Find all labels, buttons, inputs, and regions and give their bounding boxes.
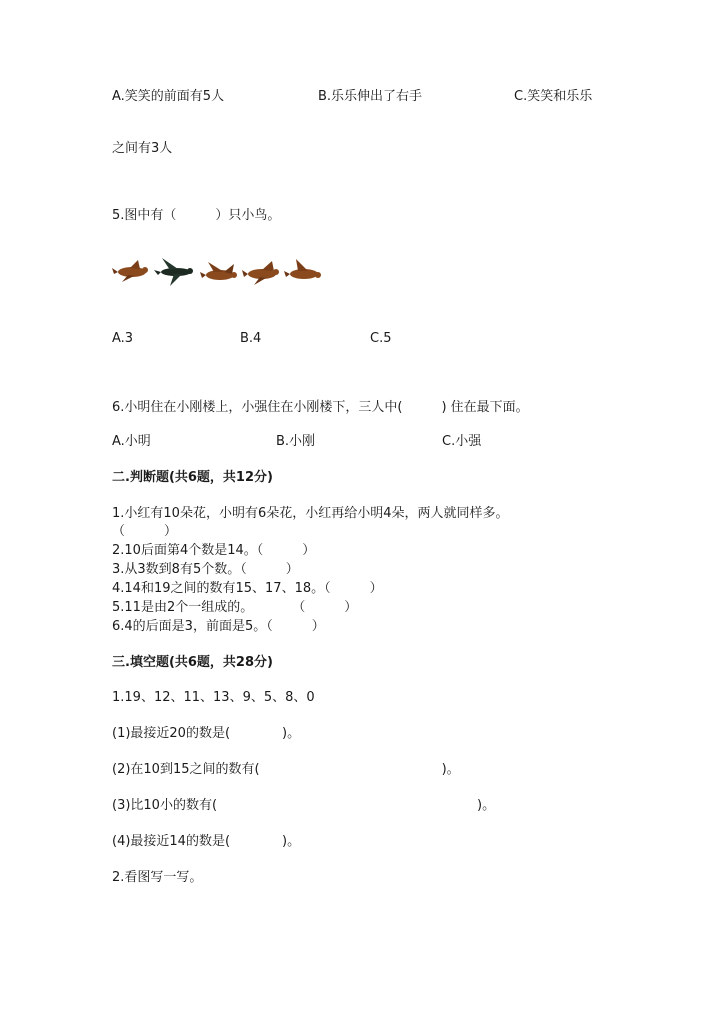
section3-title: 三.填空题(共6题，共28分) <box>112 655 273 670</box>
q6-question: 6.小明住在小刚楼上，小强住在小刚楼下，三人中( ) 住在最下面。 <box>112 400 529 415</box>
section2-item: 4.14和19之间的数有15、17、18。（ ） <box>112 581 383 596</box>
q5-option-a: A.3 <box>112 331 134 346</box>
section3-q1-numbers: 1.19、12、11、13、9、5、8、0 <box>112 690 315 705</box>
q6-option-a: A.小明 <box>112 434 151 449</box>
q5-option-b: B.4 <box>240 331 262 346</box>
q6-option-c: C.小强 <box>442 434 482 449</box>
q4-option-c-continued: 之间有3人 <box>112 141 173 156</box>
q4-option-c: C.笑笑和乐乐 <box>514 89 593 104</box>
section2-item: 3.从3数到8有5个数。（ ） <box>112 562 299 577</box>
brown-bird-icon <box>242 261 279 285</box>
brown-bird-icon <box>112 260 148 282</box>
brown-bird-icon <box>284 259 321 279</box>
section2-item: 6.4的后面是3，前面是5。（ ） <box>112 619 325 634</box>
section2-item: 2.10后面第4个数是14。（ ） <box>112 543 316 558</box>
section2-title: 二.判断题(共6题，共12分) <box>112 470 273 485</box>
section3-q1-part: (4)最接近14的数是( )。 <box>112 834 301 849</box>
section3-q2: 2.看图写一写。 <box>112 870 203 885</box>
section2-item: 1.小红有10朵花，小明有6朵花，小红再给小明4朵，两人就同样多。 <box>112 506 509 521</box>
q6-option-b: B.小刚 <box>276 434 316 449</box>
section3-q1-part: (2)在10到15之间的数有( )。 <box>112 762 460 777</box>
q4-option-a: A.笑笑的前面有5人 <box>112 89 225 104</box>
section3-q1-part: (3)比10小的数有( )。 <box>112 798 496 813</box>
brown-bird-icon <box>200 262 237 280</box>
q4-option-b: B.乐乐伸出了右手 <box>318 89 423 104</box>
birds-illustration <box>112 258 327 288</box>
q5-option-c: C.5 <box>370 331 392 346</box>
q5-question: 5.图中有（ ）只小鸟。 <box>112 208 281 223</box>
section2-item: 5.11是由2个一组成的。 （ ） <box>112 600 358 615</box>
black-bird-icon <box>154 258 193 286</box>
section2-item: （ ） <box>112 524 178 539</box>
section3-q1-part: (1)最接近20的数是( )。 <box>112 726 301 741</box>
